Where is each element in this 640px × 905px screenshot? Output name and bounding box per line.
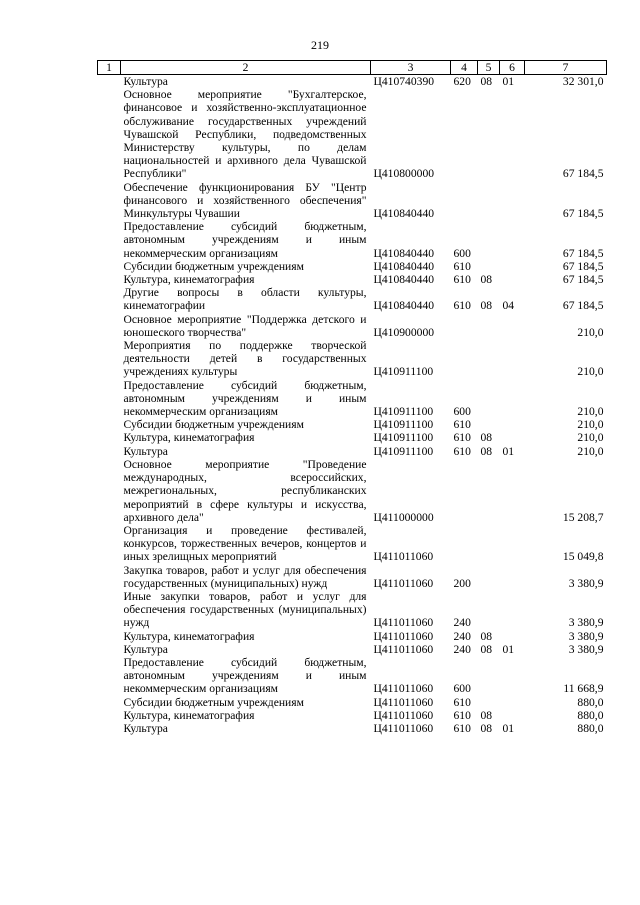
row-code-cell: Ц411011060	[373, 708, 434, 722]
row-subsection-cell	[500, 220, 525, 260]
row-amount-cell: 67 184,5	[562, 299, 604, 313]
row-amount-cell: 11 668,9	[563, 682, 604, 696]
row-expense-type-cell: 600	[453, 405, 471, 419]
row-index-cell	[98, 220, 121, 260]
row-index-cell	[98, 339, 121, 379]
row-name-cell: Субсидии бюджетным учреждениям	[123, 259, 304, 273]
row-expense-type-cell: 200	[453, 576, 471, 590]
page-number: 219	[311, 38, 329, 52]
row-code-cell: Ц411011060	[373, 682, 434, 696]
row-index-cell	[98, 524, 121, 564]
row-expense-type-cell: 240	[453, 629, 471, 643]
row-section-cell	[478, 418, 500, 431]
table-row	[98, 418, 607, 431]
row-section-cell: 08	[480, 721, 493, 735]
row-amount-cell: 3 380,9	[568, 629, 604, 643]
row-amount-cell: 67 184,5	[562, 246, 604, 260]
row-expense-type-cell	[451, 181, 478, 221]
row-expense-type-cell: 600	[453, 682, 471, 696]
row-expense-type-cell: 610	[453, 418, 471, 432]
table-row	[98, 656, 607, 696]
row-code-cell: Ц411011060	[373, 642, 434, 656]
row-index-cell	[98, 431, 121, 444]
row-section-cell	[478, 564, 500, 590]
row-amount-cell: 32 301,0	[562, 75, 604, 88]
row-amount-cell: 210,0	[577, 431, 604, 445]
row-subsection-cell: 01	[502, 642, 515, 656]
row-section-cell	[478, 656, 500, 696]
row-name-cell: Культура	[123, 75, 168, 88]
row-code-cell: Ц410840440	[373, 207, 435, 221]
table-body	[98, 75, 607, 736]
row-subsection-cell: 01	[502, 444, 515, 458]
row-section-cell	[478, 339, 500, 379]
row-section-cell: 08	[480, 444, 493, 458]
row-index-cell	[98, 630, 121, 643]
table-row	[98, 75, 607, 89]
row-name-cell: Другие вопросы в области культуры, кинематографии	[123, 286, 367, 313]
table-row	[98, 630, 607, 643]
table-row	[98, 722, 607, 735]
row-expense-type-cell: 610	[453, 299, 471, 313]
row-section-cell: 08	[480, 629, 493, 643]
row-expense-type-cell: 610	[453, 708, 471, 722]
row-code-cell: Ц410911100	[373, 418, 434, 432]
row-name-cell: Культура, кинематография	[123, 629, 255, 643]
row-amount-cell: 67 184,5	[562, 167, 604, 181]
table-row	[98, 379, 607, 419]
row-name-cell: Обеспечение функционирования БУ "Центр финансового и хозяйственного обеспечения" Минкультуры Чувашии	[123, 180, 367, 221]
row-expense-type-cell	[451, 88, 478, 180]
row-name-cell: Предоставление субсидий бюджетным, автономным учреждениям и иным некоммерческим организациям	[123, 220, 367, 260]
table-row	[98, 313, 607, 339]
column-header-1: 1	[98, 61, 121, 75]
row-expense-type-cell	[451, 313, 478, 339]
row-index-cell	[98, 696, 121, 709]
row-subsection-cell: 01	[502, 721, 515, 735]
row-expense-type-cell: 610	[453, 273, 471, 287]
row-code-cell: Ц411011060	[373, 576, 434, 590]
row-subsection-cell	[500, 339, 525, 379]
row-subsection-cell	[500, 431, 525, 444]
row-section-cell	[478, 313, 500, 339]
row-code-cell: Ц410911100	[373, 431, 434, 445]
table-row	[98, 260, 607, 273]
column-header-2: 2	[121, 61, 371, 75]
row-section-cell: 08	[480, 431, 493, 445]
row-section-cell	[478, 181, 500, 221]
row-index-cell	[98, 709, 121, 722]
row-index-cell	[98, 88, 121, 180]
row-code-cell: Ц411011060	[373, 695, 434, 709]
row-subsection-cell	[500, 590, 525, 630]
row-subsection-cell: 01	[502, 75, 515, 88]
row-code-cell: Ц410840440	[373, 246, 435, 260]
table-row	[98, 643, 607, 656]
row-amount-cell: 210,0	[577, 418, 604, 432]
row-expense-type-cell: 610	[453, 431, 471, 445]
row-name-cell: Культура	[123, 444, 168, 458]
table-row	[98, 709, 607, 722]
row-section-cell	[478, 524, 500, 564]
row-amount-cell: 210,0	[577, 405, 604, 419]
row-code-cell: Ц410740390	[373, 75, 435, 88]
row-index-cell	[98, 418, 121, 431]
table-row	[98, 564, 607, 590]
column-header-5: 5	[478, 61, 500, 75]
row-code-cell: Ц411011060	[373, 629, 434, 643]
row-amount-cell: 880,0	[577, 695, 604, 709]
row-name-cell: Основное мероприятие "Проведение международных, всероссийских, межрегиональных, республиканских мероприятий в сфере культуры и искусства, архивного дела"	[123, 457, 367, 524]
row-expense-type-cell: 610	[453, 444, 471, 458]
row-subsection-cell	[500, 379, 525, 419]
row-name-cell: Культура, кинематография	[123, 273, 255, 287]
table-row	[98, 524, 607, 564]
row-name-cell: Культура, кинематография	[123, 431, 255, 445]
row-expense-type-cell: 620	[453, 75, 471, 88]
row-section-cell	[478, 696, 500, 709]
table-row	[98, 431, 607, 444]
row-amount-cell: 3 380,9	[568, 576, 604, 590]
row-section-cell: 08	[480, 708, 493, 722]
row-subsection-cell	[500, 181, 525, 221]
row-amount-cell: 67 184,5	[562, 207, 604, 221]
row-code-cell: Ц410911100	[373, 405, 434, 419]
row-index-cell	[98, 643, 121, 656]
row-index-cell	[98, 722, 121, 735]
row-amount-cell: 67 184,5	[562, 273, 604, 287]
row-code-cell: Ц411000000	[373, 510, 434, 524]
table-row	[98, 339, 607, 379]
row-amount-cell: 3 380,9	[568, 616, 604, 630]
row-expense-type-cell: 610	[453, 695, 471, 709]
table-row	[98, 445, 607, 458]
table-row	[98, 181, 607, 221]
row-name-cell: Предоставление субсидий бюджетным, автономным учреждениям и иным некоммерческим организациям	[123, 378, 367, 419]
column-header-3: 3	[371, 61, 451, 75]
row-code-cell: Ц410911100	[373, 444, 434, 458]
table-row	[98, 273, 607, 286]
column-header-6: 6	[500, 61, 525, 75]
table-row	[98, 88, 607, 180]
row-code-cell: Ц410800000	[373, 167, 435, 181]
row-subsection-cell	[500, 564, 525, 590]
table-row	[98, 696, 607, 709]
row-index-cell	[98, 458, 121, 524]
row-expense-type-cell: 240	[453, 616, 471, 630]
row-expense-type-cell	[451, 524, 478, 564]
row-section-cell: 08	[480, 642, 493, 656]
row-section-cell: 08	[480, 273, 493, 287]
row-section-cell	[478, 220, 500, 260]
row-index-cell	[98, 260, 121, 273]
row-subsection-cell	[500, 656, 525, 696]
row-subsection-cell	[500, 88, 525, 180]
row-code-cell: Ц410911100	[373, 365, 434, 379]
row-expense-type-cell	[451, 339, 478, 379]
row-subsection-cell	[500, 313, 525, 339]
row-index-cell	[98, 75, 121, 89]
row-amount-cell: 67 184,5	[562, 259, 604, 273]
row-subsection-cell	[500, 273, 525, 286]
row-name-cell: Иные закупки товаров, работ и услуг для обеспечения государственных (муниципальных) нужд	[123, 589, 367, 630]
row-code-cell: Ц410840440	[373, 273, 435, 287]
row-amount-cell: 210,0	[577, 365, 604, 379]
row-code-cell: Ц410840440	[373, 259, 435, 273]
row-section-cell	[478, 260, 500, 273]
row-section-cell	[478, 88, 500, 180]
row-index-cell	[98, 590, 121, 630]
row-index-cell	[98, 273, 121, 286]
row-subsection-cell	[500, 260, 525, 273]
table-row	[98, 286, 607, 312]
row-section-cell: 08	[480, 299, 493, 313]
row-subsection-cell	[500, 458, 525, 524]
row-amount-cell: 3 380,9	[568, 642, 604, 656]
row-section-cell	[478, 590, 500, 630]
row-name-cell: Мероприятия по поддержке творческой деятельности детей в государственных учреждениях культуры	[123, 339, 367, 379]
row-code-cell: Ц411011060	[373, 721, 434, 735]
row-amount-cell: 210,0	[577, 325, 604, 339]
table-row	[98, 590, 607, 630]
row-subsection-cell	[500, 709, 525, 722]
row-expense-type-cell	[451, 458, 478, 524]
row-index-cell	[98, 286, 121, 312]
row-amount-cell: 15 049,8	[562, 550, 604, 564]
row-subsection-cell	[500, 418, 525, 431]
row-code-cell: Ц411011060	[373, 550, 434, 564]
row-name-cell: Субсидии бюджетным учреждениям	[123, 418, 304, 432]
row-section-cell	[478, 458, 500, 524]
column-number-header-row	[98, 61, 607, 75]
row-expense-type-cell: 600	[453, 246, 471, 260]
row-index-cell	[98, 656, 121, 696]
row-amount-cell: 880,0	[577, 721, 604, 735]
row-name-cell: Основное мероприятие "Бухгалтерское, финансовое и хозяйственно-эксплуатационное обслуживание государственных учреждений Чувашской Республики, подведомственных Министерству культуры, по делам национальностей и архивного дела Чувашской Республики"	[123, 88, 367, 181]
row-index-cell	[98, 445, 121, 458]
table-row	[98, 220, 607, 260]
row-section-cell: 08	[480, 75, 493, 88]
row-name-cell: Организация и проведение фестивалей, конкурсов, торжественных вечеров, концертов и иных зрелищных мероприятий	[123, 523, 367, 564]
row-name-cell: Культура	[123, 721, 168, 735]
row-index-cell	[98, 379, 121, 419]
row-subsection-cell	[500, 696, 525, 709]
row-index-cell	[98, 564, 121, 590]
row-name-cell: Культура	[123, 642, 168, 656]
column-header-4: 4	[451, 61, 478, 75]
budget-table	[97, 60, 607, 735]
row-expense-type-cell: 610	[453, 721, 471, 735]
row-expense-type-cell: 240	[453, 642, 471, 656]
row-code-cell: Ц410840440	[373, 299, 435, 313]
row-subsection-cell	[500, 524, 525, 564]
row-index-cell	[98, 313, 121, 339]
row-name-cell: Субсидии бюджетным учреждениям	[123, 695, 304, 709]
row-code-cell: Ц410900000	[373, 325, 435, 339]
column-header-7: 7	[525, 61, 607, 75]
row-name-cell: Основное мероприятие "Поддержка детского и юношеского творчества"	[123, 312, 367, 339]
row-expense-type-cell: 610	[453, 259, 471, 273]
row-amount-cell: 15 208,7	[562, 510, 604, 524]
row-amount-cell: 210,0	[577, 444, 604, 458]
row-name-cell: Закупка товаров, работ и услуг для обеспечения государственных (муниципальных) нужд	[123, 563, 367, 590]
row-amount-cell: 880,0	[577, 708, 604, 722]
row-subsection-cell: 04	[502, 299, 515, 313]
row-name-cell: Предоставление субсидий бюджетным, автономным учреждениям и иным некоммерческим организациям	[123, 655, 367, 696]
row-name-cell: Культура, кинематография	[123, 708, 255, 722]
row-index-cell	[98, 181, 121, 221]
row-section-cell	[478, 379, 500, 419]
row-code-cell: Ц411011060	[373, 616, 434, 630]
row-subsection-cell	[500, 630, 525, 643]
table-row	[98, 458, 607, 524]
